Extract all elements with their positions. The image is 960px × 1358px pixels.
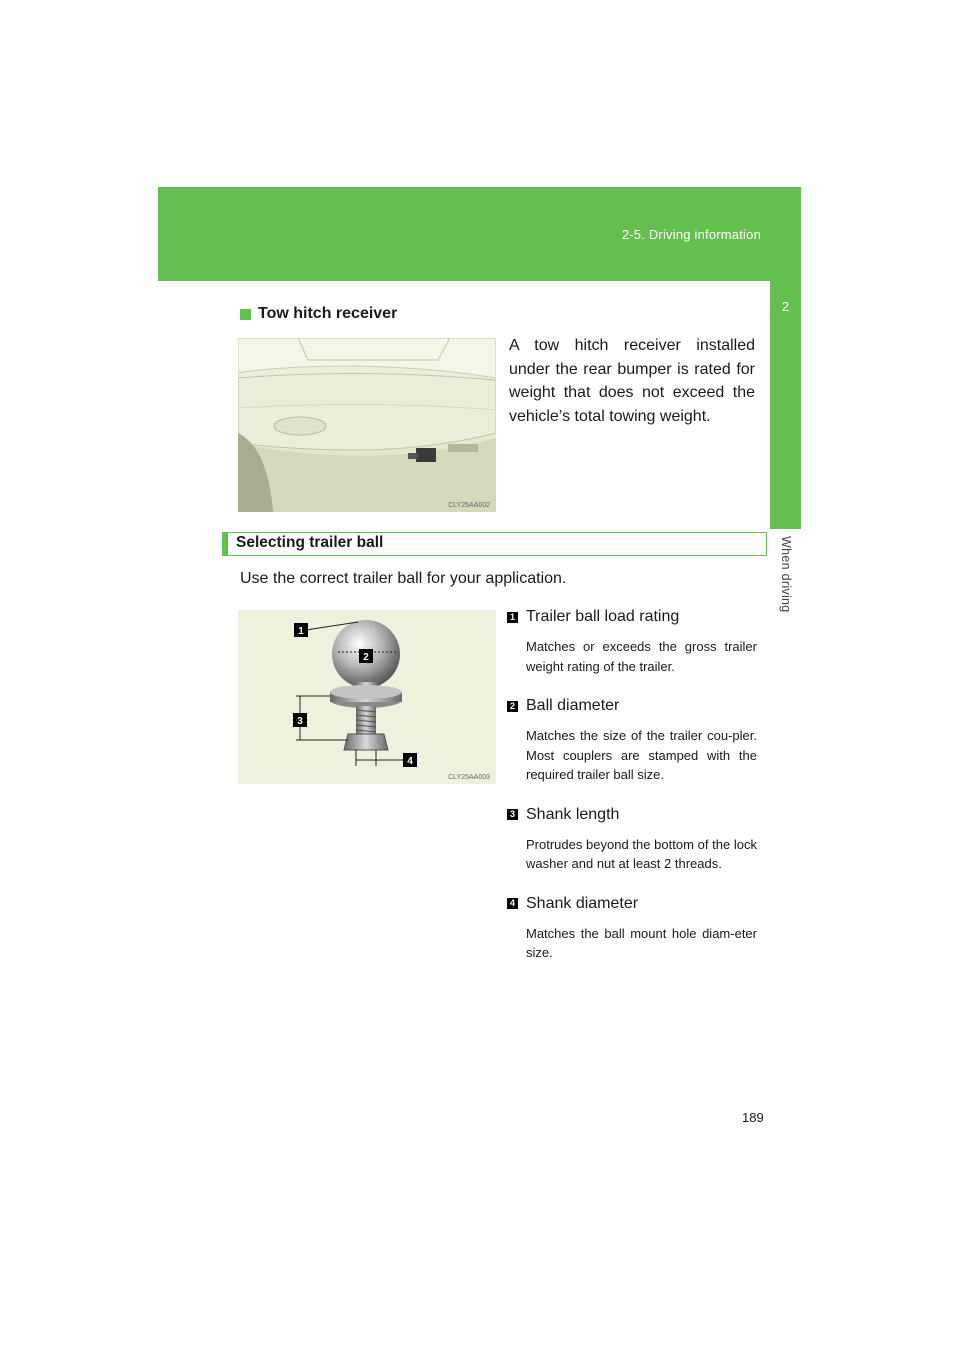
number-marker-icon: 3 — [507, 809, 518, 820]
list-item — [507, 694, 757, 785]
item-description: Protrudes beyond the bottom of the lock washer and nut at least 2 threads. — [526, 836, 757, 871]
tow-hitch-description: A tow hitch receiver installed under the rear bumper is rated for weight that does not exceed the vehicle’s total towing weight. — [509, 337, 755, 425]
callout-3: 3 — [297, 716, 303, 727]
chapter-number: 2 — [781, 299, 790, 314]
callout-1: 1 — [298, 626, 304, 637]
list-item — [507, 803, 757, 874]
square-bullet-icon — [240, 309, 251, 320]
image-code: CLY25AA003 — [448, 774, 490, 781]
chapter-header — [158, 187, 801, 281]
image-code: CLY25AA002 — [448, 502, 490, 509]
callout-2: 2 — [363, 652, 369, 663]
item-title: Shank length — [526, 805, 620, 823]
trailer-ball-drawing — [238, 610, 496, 784]
section-header — [222, 532, 767, 556]
number-marker-icon: 2 — [507, 701, 518, 712]
intro-text: Use the correct trailer ball for your application. — [240, 570, 567, 587]
chapter-tab — [770, 281, 801, 529]
item-title: Shank diameter — [526, 894, 639, 912]
item-description: Matches the ball mount hole diam-eter size. — [526, 925, 757, 960]
item-title: Trailer ball load rating — [526, 608, 680, 625]
number-marker-icon: 4 — [507, 898, 518, 909]
list-item — [507, 605, 757, 676]
section-title: Selecting trailer ball — [236, 534, 384, 551]
list-item — [507, 892, 757, 963]
trailer-ball-illustration — [238, 610, 496, 784]
tow-hitch-illustration — [238, 338, 496, 512]
subsection-title: Tow hitch receiver — [258, 305, 398, 322]
item-title: Ball diameter — [526, 697, 620, 714]
number-marker-icon: 1 — [507, 612, 518, 623]
subsection-heading — [240, 305, 397, 323]
item-description: Matches or exceeds the gross trailer weight rating of the trailer. — [526, 639, 757, 674]
item-description: Matches the size of the trailer cou-pler. Most couplers are stamped with the required trailer ball size. — [526, 728, 757, 782]
spec-list — [507, 605, 757, 963]
section-breadcrumb: 2-5. Driving information — [621, 227, 761, 242]
chapter-label: When driving — [779, 536, 793, 613]
callout-4: 4 — [407, 756, 413, 767]
rear-bumper-drawing — [238, 338, 496, 512]
page-number: 189 — [742, 1110, 764, 1125]
